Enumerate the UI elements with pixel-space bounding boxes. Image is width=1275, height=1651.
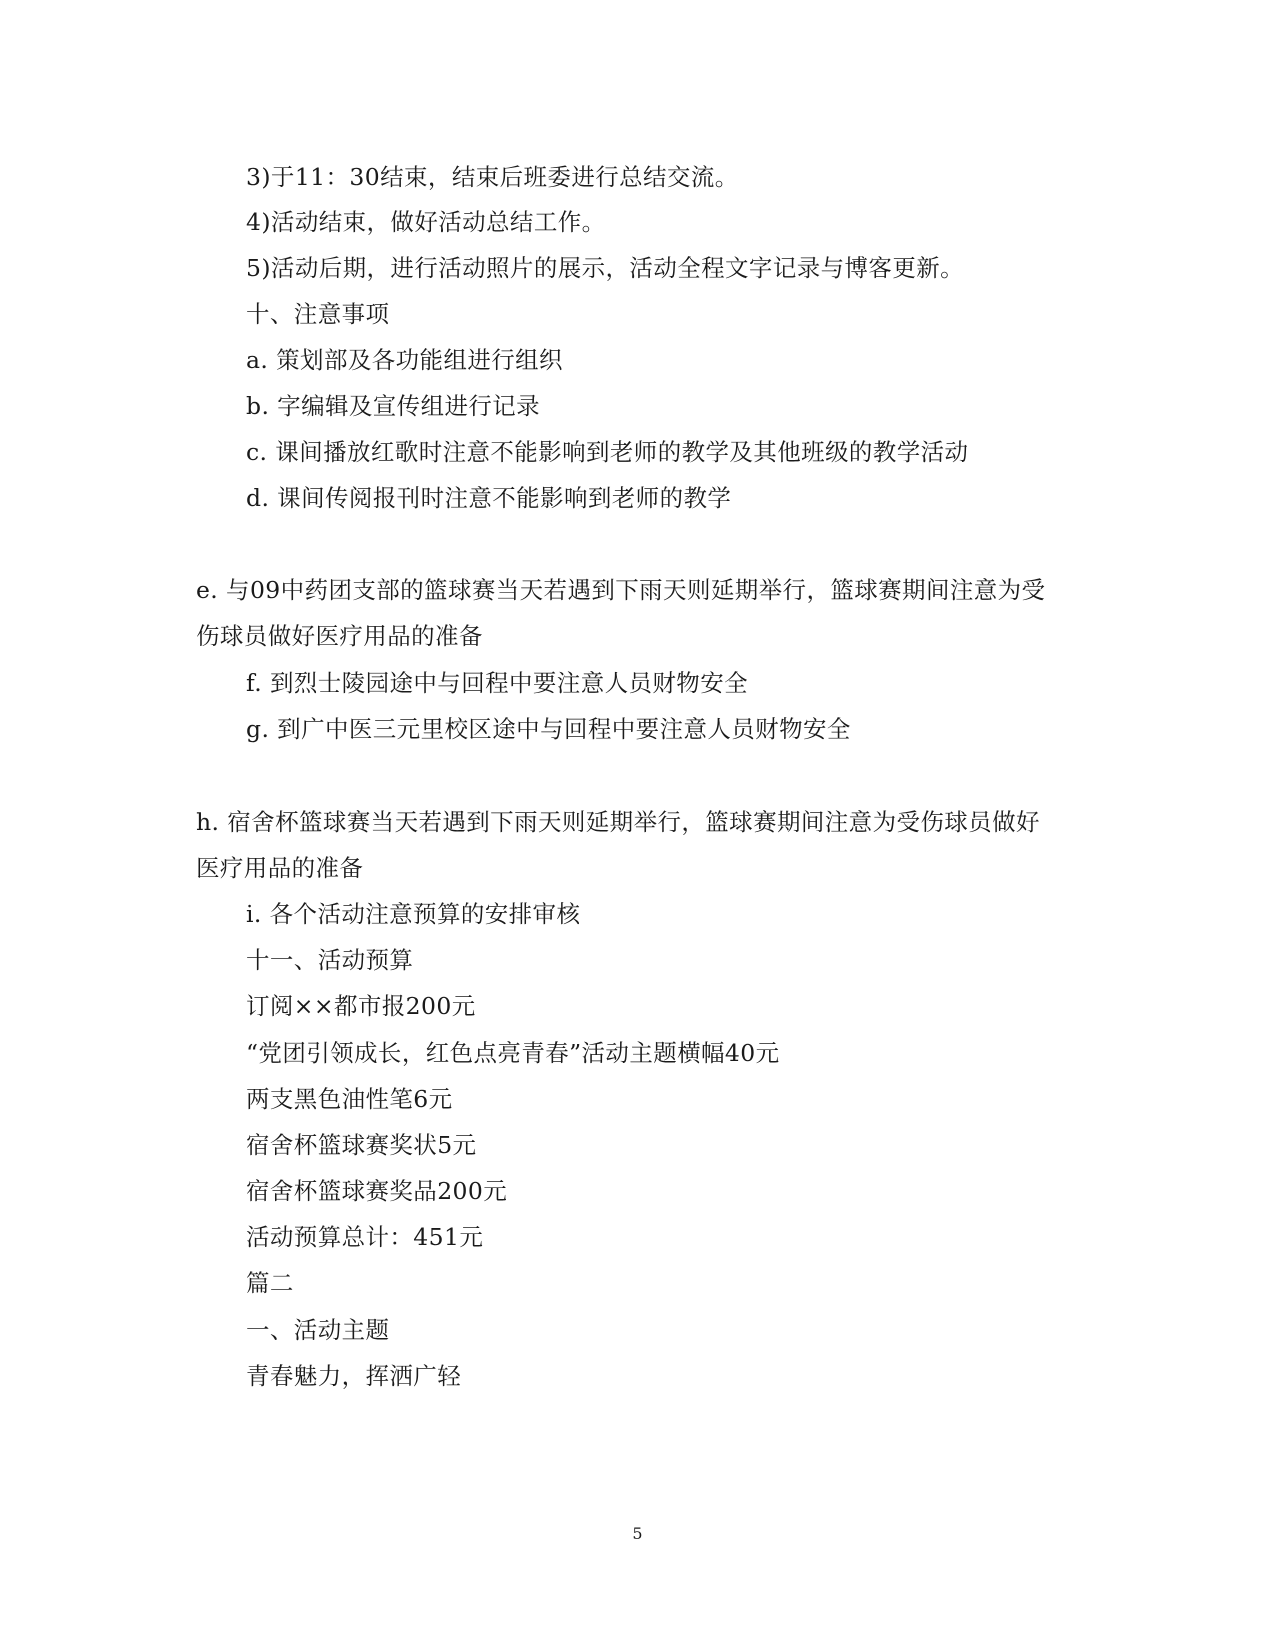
part-heading: 篇二 (246, 1269, 294, 1297)
section-heading: 十、注意事项 (246, 300, 390, 328)
list-item-continuation: 伤球员做好医疗用品的准备 (196, 622, 483, 650)
page-number: 5 (632, 1524, 643, 1543)
list-item: h. 宿舍杯篮球赛当天若遇到下雨天则延期举行，篮球赛期间注意为受伤球员做好 (196, 808, 1040, 836)
list-item: f. 到烈士陵园途中与回程中要注意人员财物安全 (246, 669, 748, 697)
budget-item: “党团引领成长，红色点亮青春”活动主题横幅40元 (246, 1039, 780, 1067)
section-heading: 十一、活动预算 (246, 946, 414, 974)
section-heading: 一、活动主题 (246, 1316, 390, 1344)
list-item: a. 策划部及各功能组进行组织 (246, 346, 563, 374)
list-item-continuation: 医疗用品的准备 (196, 854, 364, 882)
budget-item: 宿舍杯篮球赛奖品200元 (246, 1177, 508, 1205)
text-line: 5)活动后期，进行活动照片的展示，活动全程文字记录与博客更新。 (246, 254, 965, 282)
list-item: b. 字编辑及宣传组进行记录 (246, 392, 541, 420)
budget-item: 宿舍杯篮球赛奖状5元 (246, 1131, 477, 1159)
budget-item: 两支黑色油性笔6元 (246, 1085, 453, 1113)
budget-total: 活动预算总计：451元 (246, 1223, 484, 1251)
budget-item: 订阅××都市报200元 (246, 992, 476, 1020)
list-item: i. 各个活动注意预算的安排审核 (246, 900, 581, 928)
list-item: g. 到广中医三元里校区途中与回程中要注意人员财物安全 (246, 715, 851, 743)
list-item: e. 与09中药团支部的篮球赛当天若遇到下雨天则延期举行，篮球赛期间注意为受 (196, 576, 1046, 604)
text-line: 3)于11：30结束，结束后班委进行总结交流。 (246, 163, 739, 191)
text-line: 4)活动结束，做好活动总结工作。 (246, 208, 606, 236)
list-item: d. 课间传阅报刊时注意不能影响到老师的教学 (246, 484, 732, 512)
text-line: 青春魅力，挥洒广轻 (246, 1362, 462, 1390)
list-item: c. 课间播放红歌时注意不能影响到老师的教学及其他班级的教学活动 (246, 438, 969, 466)
